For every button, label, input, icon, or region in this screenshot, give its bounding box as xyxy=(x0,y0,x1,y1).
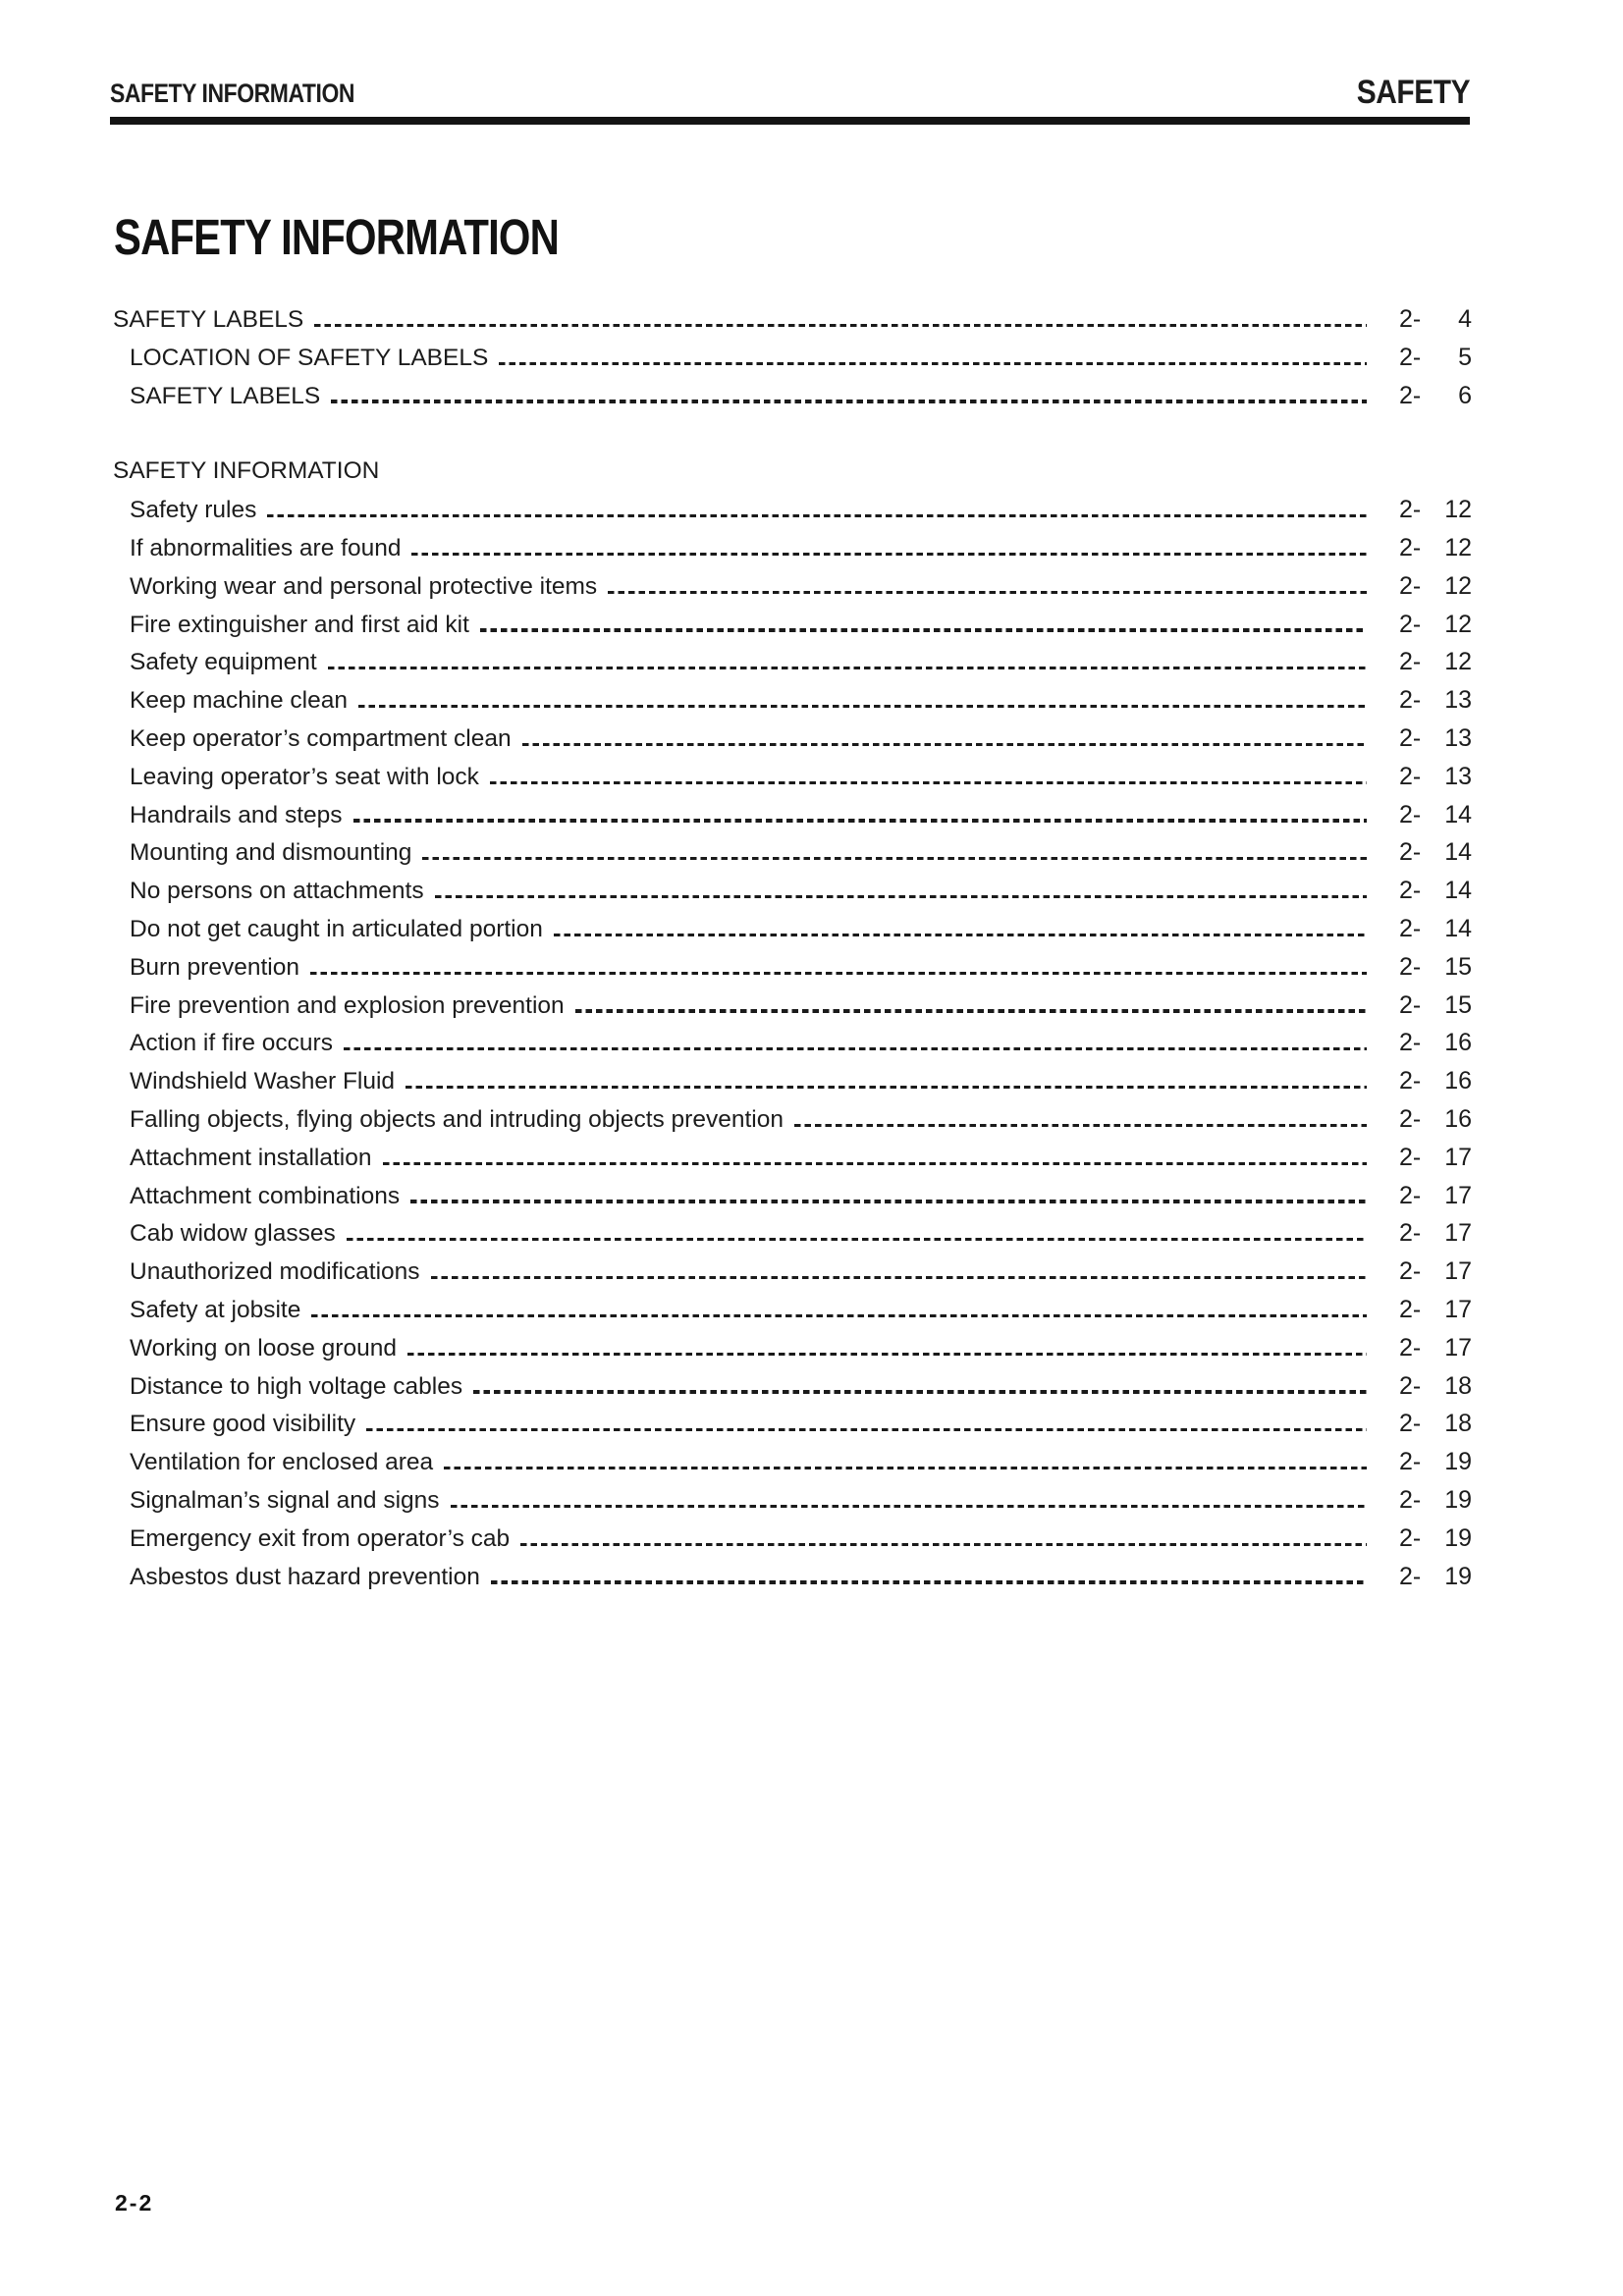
toc-entry-label: Signalman’s signal and signs xyxy=(130,1486,440,1514)
toc-page-ref xyxy=(1399,1100,1472,1139)
chapter-prefix: 2- xyxy=(1399,1448,1422,1476)
page-number: 19 xyxy=(1444,1562,1472,1590)
toc-page-ref xyxy=(1399,758,1472,796)
toc-row xyxy=(113,1558,1472,1596)
toc-page-ref xyxy=(1399,1214,1472,1253)
toc-page-ref xyxy=(1399,987,1472,1025)
toc-row xyxy=(113,1405,1472,1443)
toc-row xyxy=(113,1177,1472,1215)
chapter-prefix: 2- xyxy=(1399,1067,1422,1095)
dotted-leader xyxy=(499,362,1367,365)
chapter-prefix: 2- xyxy=(1399,533,1422,561)
page-number: 17 xyxy=(1444,1143,1472,1171)
toc-entry-label: Unauthorized modifications xyxy=(130,1258,420,1286)
toc-row xyxy=(113,1443,1472,1481)
chapter-prefix: 2- xyxy=(1399,305,1422,333)
page-number: 14 xyxy=(1444,914,1472,942)
page-number: 13 xyxy=(1444,762,1472,790)
dotted-leader xyxy=(522,743,1367,746)
chapter-prefix: 2- xyxy=(1399,1219,1422,1248)
chapter-prefix: 2- xyxy=(1399,723,1422,752)
toc-row xyxy=(113,872,1472,910)
toc-entry-label: Handrails and steps xyxy=(130,801,343,828)
toc-entry-label: Emergency exit from operator’s cab xyxy=(130,1524,511,1552)
dotted-leader xyxy=(311,1314,1367,1317)
toc-entry-label: No persons on attachments xyxy=(130,878,424,905)
toc-page-ref xyxy=(1399,1177,1472,1215)
page-number: 12 xyxy=(1444,496,1472,524)
page-number: 5 xyxy=(1458,343,1472,371)
toc-row xyxy=(113,1329,1472,1367)
toc-page-ref xyxy=(1399,529,1472,567)
toc-page-ref xyxy=(1399,567,1472,606)
toc-row xyxy=(113,529,1472,567)
toc-page-ref xyxy=(1399,1558,1472,1596)
chapter-prefix: 2- xyxy=(1399,1371,1422,1400)
page-number: 17 xyxy=(1444,1295,1472,1323)
toc-entry-label: Action if fire occurs xyxy=(130,1030,333,1057)
toc-row xyxy=(113,300,1472,339)
toc-page-ref xyxy=(1399,948,1472,987)
toc-row xyxy=(113,681,1472,720)
toc-page-ref xyxy=(1399,720,1472,758)
chapter-prefix: 2- xyxy=(1399,1523,1422,1552)
dotted-leader xyxy=(331,400,1367,402)
toc-entry-label: Mounting and dismounting xyxy=(130,839,412,867)
chapter-prefix: 2- xyxy=(1399,1562,1422,1590)
toc-page-ref xyxy=(1399,910,1472,948)
toc-page-ref xyxy=(1399,300,1472,339)
toc-row xyxy=(113,1291,1472,1329)
toc-row xyxy=(113,1253,1472,1291)
dotted-leader xyxy=(431,1276,1367,1279)
toc-row xyxy=(113,1481,1472,1520)
toc-page-ref xyxy=(1399,1329,1472,1367)
toc-entry-label: Keep operator’s compartment clean xyxy=(130,724,512,752)
page-number: 14 xyxy=(1444,877,1472,905)
toc-page-ref xyxy=(1399,1024,1472,1062)
page-number: 16 xyxy=(1444,1029,1472,1057)
page-number: 18 xyxy=(1444,1410,1472,1438)
toc-page-ref xyxy=(1399,606,1472,644)
page-number: 12 xyxy=(1444,571,1472,600)
chapter-prefix: 2- xyxy=(1399,1295,1422,1323)
toc-page-ref xyxy=(1399,681,1472,720)
toc-entry-label: If abnormalities are found xyxy=(130,534,402,561)
page-number: 17 xyxy=(1444,1181,1472,1209)
dotted-leader xyxy=(490,781,1367,784)
toc-row xyxy=(113,339,1472,377)
toc-row xyxy=(113,910,1472,948)
toc-entry-label: Working wear and personal protective items xyxy=(130,572,598,600)
toc-entry-label: Burn prevention xyxy=(130,953,299,981)
toc-entry-label: Ventilation for enclosed area xyxy=(130,1449,434,1476)
page-number: 14 xyxy=(1444,838,1472,867)
chapter-prefix: 2- xyxy=(1399,952,1422,981)
chapter-prefix: 2- xyxy=(1399,610,1422,638)
toc-page-ref xyxy=(1399,1291,1472,1329)
header-section-label: SAFETY INFORMATION xyxy=(110,79,355,108)
toc-row xyxy=(113,491,1472,529)
page-number: 12 xyxy=(1444,533,1472,561)
dotted-leader xyxy=(422,857,1367,860)
dotted-leader xyxy=(383,1162,1368,1165)
toc-row xyxy=(113,987,1472,1025)
dotted-leader xyxy=(410,1200,1367,1202)
toc-entry-label: Safety rules xyxy=(130,497,257,524)
page-number: 12 xyxy=(1444,648,1472,676)
toc-page-ref xyxy=(1399,796,1472,834)
chapter-prefix: 2- xyxy=(1399,571,1422,600)
page-number: 15 xyxy=(1444,990,1472,1019)
toc-entry-label: Safety equipment xyxy=(130,649,317,676)
toc-row xyxy=(113,1367,1472,1406)
toc-entry-label: Fire prevention and explosion prevention xyxy=(130,991,565,1019)
page-number: 6 xyxy=(1458,381,1472,409)
toc-entry-label: SAFETY LABELS xyxy=(113,306,304,333)
toc-entry-label: Safety at jobsite xyxy=(130,1296,301,1323)
toc-row xyxy=(113,1139,1472,1177)
dotted-leader xyxy=(328,667,1367,669)
toc-row xyxy=(113,643,1472,681)
page-header xyxy=(110,74,1470,125)
dotted-leader xyxy=(267,514,1367,517)
toc-page-ref xyxy=(1399,1139,1472,1177)
page-number: 18 xyxy=(1444,1371,1472,1400)
toc-row xyxy=(113,567,1472,606)
toc-row xyxy=(113,1100,1472,1139)
dotted-leader xyxy=(491,1580,1367,1583)
chapter-prefix: 2- xyxy=(1399,762,1422,790)
chapter-prefix: 2- xyxy=(1399,686,1422,715)
chapter-prefix: 2- xyxy=(1399,877,1422,905)
dotted-leader xyxy=(347,1238,1367,1241)
dotted-leader xyxy=(353,819,1367,822)
page-number: 19 xyxy=(1444,1523,1472,1552)
toc-entry-label: Windshield Washer Fluid xyxy=(130,1068,396,1095)
toc-row xyxy=(113,1214,1472,1253)
toc-entry-label: Leaving operator’s seat with lock xyxy=(130,763,479,790)
toc-page-ref xyxy=(1399,1405,1472,1443)
dotted-leader xyxy=(444,1467,1367,1469)
toc-row xyxy=(113,606,1472,644)
toc-row xyxy=(113,1520,1472,1558)
dotted-leader xyxy=(358,705,1367,708)
toc-page-ref xyxy=(1399,339,1472,377)
toc-section xyxy=(113,453,1472,1595)
page-number: 14 xyxy=(1444,800,1472,828)
dotted-leader xyxy=(366,1428,1367,1431)
toc-entry-label: LOCATION OF SAFETY LABELS xyxy=(130,344,489,371)
toc-page-ref xyxy=(1399,1443,1472,1481)
chapter-prefix: 2- xyxy=(1399,1257,1422,1286)
toc-row xyxy=(113,1062,1472,1100)
chapter-prefix: 2- xyxy=(1399,1104,1422,1133)
page-number: 15 xyxy=(1444,952,1472,981)
page-number: 16 xyxy=(1444,1104,1472,1133)
chapter-prefix: 2- xyxy=(1399,914,1422,942)
header-chapter-label: SAFETY xyxy=(1356,74,1470,111)
chapter-prefix: 2- xyxy=(1399,800,1422,828)
dotted-leader xyxy=(473,1390,1367,1393)
chapter-prefix: 2- xyxy=(1399,1410,1422,1438)
chapter-prefix: 2- xyxy=(1399,838,1422,867)
toc-entry-label: Keep machine clean xyxy=(130,687,349,715)
toc-page-ref xyxy=(1399,377,1472,415)
dotted-leader xyxy=(411,553,1367,556)
chapter-prefix: 2- xyxy=(1399,1181,1422,1209)
dotted-leader xyxy=(435,895,1367,898)
toc-entry-label: Falling objects, flying objects and intruding objects prevention xyxy=(130,1105,784,1133)
dotted-leader xyxy=(554,934,1367,936)
toc-page-ref xyxy=(1399,643,1472,681)
page-number: 16 xyxy=(1444,1067,1472,1095)
page-number: 19 xyxy=(1444,1485,1472,1514)
chapter-prefix: 2- xyxy=(1399,343,1422,371)
dotted-leader xyxy=(310,972,1367,975)
dotted-leader xyxy=(451,1505,1367,1508)
chapter-prefix: 2- xyxy=(1399,381,1422,409)
page-number: 19 xyxy=(1444,1448,1472,1476)
dotted-leader xyxy=(314,324,1367,327)
toc-row xyxy=(113,948,1472,987)
toc-page-ref xyxy=(1399,833,1472,872)
toc-entry-label: Attachment installation xyxy=(130,1144,372,1171)
toc-row xyxy=(113,758,1472,796)
toc-entry-label: Working on loose ground xyxy=(130,1334,397,1362)
dotted-leader xyxy=(407,1353,1367,1356)
toc-row xyxy=(113,796,1472,834)
chapter-prefix: 2- xyxy=(1399,1029,1422,1057)
toc-page-ref xyxy=(1399,1520,1472,1558)
dotted-leader xyxy=(575,1009,1367,1012)
page-number: 13 xyxy=(1444,686,1472,715)
toc-entry-label: Attachment combinations xyxy=(130,1182,401,1209)
toc-entry-label: Cab widow glasses xyxy=(130,1220,336,1248)
toc-entry-label: Distance to high voltage cables xyxy=(130,1372,463,1400)
dotted-leader xyxy=(520,1543,1367,1546)
chapter-prefix: 2- xyxy=(1399,1485,1422,1514)
dotted-leader xyxy=(344,1047,1367,1050)
toc-page-ref xyxy=(1399,491,1472,529)
toc-row xyxy=(113,720,1472,758)
chapter-prefix: 2- xyxy=(1399,1143,1422,1171)
chapter-prefix: 2- xyxy=(1399,1333,1422,1362)
toc-page-ref xyxy=(1399,1481,1472,1520)
page-number: 17 xyxy=(1444,1219,1472,1248)
toc-entry-label: Fire extinguisher and first aid kit xyxy=(130,611,469,638)
footer-page-number: 2-2 xyxy=(115,2190,154,2216)
chapter-prefix: 2- xyxy=(1399,496,1422,524)
toc xyxy=(113,300,1472,1595)
dotted-leader xyxy=(480,628,1367,631)
toc-row xyxy=(113,833,1472,872)
toc-entry-label: Ensure good visibility xyxy=(130,1411,356,1438)
page-number: 17 xyxy=(1444,1257,1472,1286)
dotted-leader xyxy=(608,591,1367,594)
dotted-leader xyxy=(794,1124,1367,1127)
toc-section xyxy=(113,300,1472,414)
toc-entry-label: Do not get caught in articulated portion xyxy=(130,915,543,942)
toc-page-ref xyxy=(1399,1253,1472,1291)
toc-section-heading: SAFETY INFORMATION xyxy=(113,457,380,485)
chapter-prefix: 2- xyxy=(1399,648,1422,676)
page-number: 17 xyxy=(1444,1333,1472,1362)
page-title: SAFETY INFORMATION xyxy=(114,209,560,265)
dotted-leader xyxy=(406,1086,1367,1089)
toc-entry-label: Asbestos dust hazard prevention xyxy=(130,1563,480,1590)
toc-row xyxy=(113,377,1472,415)
toc-entry-label: SAFETY LABELS xyxy=(130,382,321,409)
page-number: 4 xyxy=(1458,305,1472,333)
page-number: 13 xyxy=(1444,723,1472,752)
toc-row xyxy=(113,1024,1472,1062)
page-number: 12 xyxy=(1444,610,1472,638)
chapter-prefix: 2- xyxy=(1399,990,1422,1019)
toc-page-ref xyxy=(1399,872,1472,910)
toc-page-ref xyxy=(1399,1062,1472,1100)
toc-page-ref xyxy=(1399,1367,1472,1406)
